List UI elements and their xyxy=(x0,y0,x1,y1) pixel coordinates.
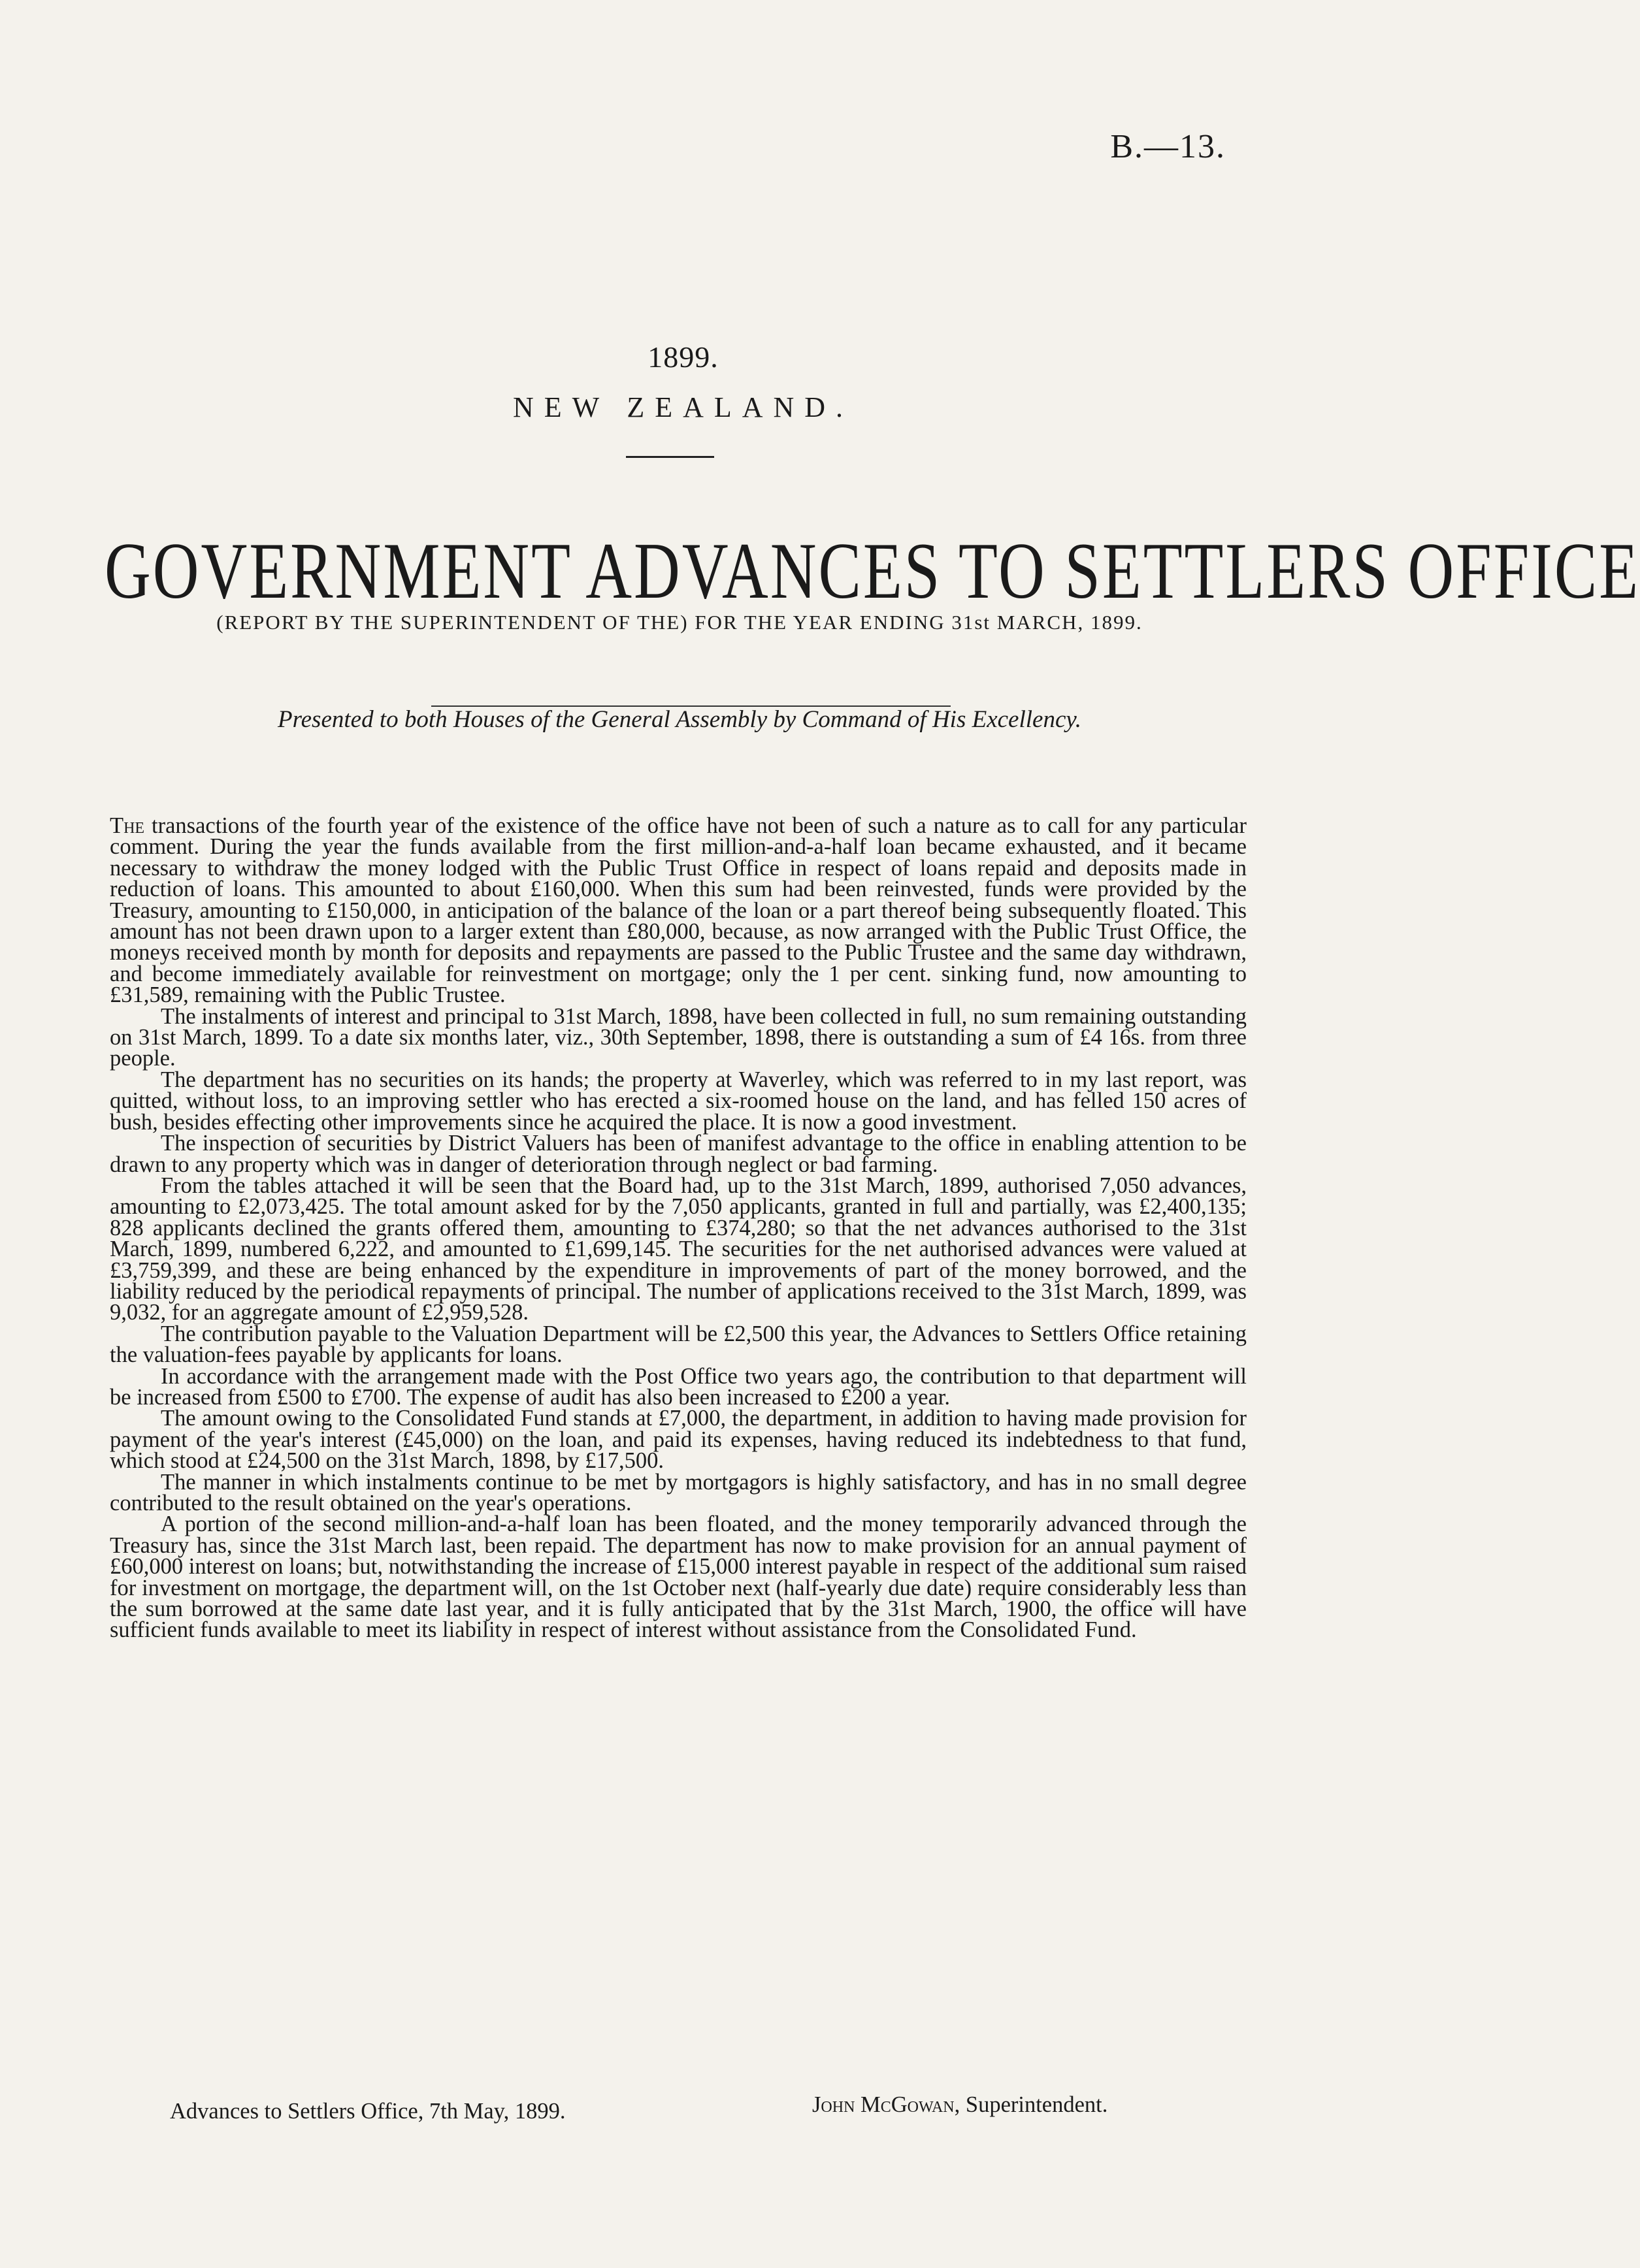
document-title: GOVERNMENT ADVANCES TO SETTLERS OFFICE xyxy=(105,527,1640,616)
paragraph-7: In accordance with the arrangement made with the Post Office two years ago, the contribution to that department will be increased from £500 to £700. The expense of audit has also been increased to £200 a year. xyxy=(110,1363,1247,1410)
page-identifier: B.—13. xyxy=(1110,128,1226,165)
paragraph-8: The amount owing to the Consolidated Fund stands at £7,000, the department, in addition to having made provision for payment of the year's interest (£45,000) on the loan, and paid its expenses, having reduced its indebtedness to that fund, which stood at £24,500 on the 31st March, 1898, by £17,500. xyxy=(110,1406,1247,1474)
paragraph-4: The inspection of securities by District Valuers has been of manifest advantage to the office in enabling attention to be drawn to any property which was in danger of deterioration through neglect or bad farming. xyxy=(110,1131,1247,1177)
document-subtitle: (REPORT BY THE SUPERINTENDENT OF THE) FOR THE YEAR ENDING 31st MARCH, 1899. xyxy=(216,611,1143,634)
paragraph-10: A portion of the second million-and-a-half loan has been floated, and the money temporarily advanced through the Treasury has, since the 31st March last, been repaid. The department has now to make provision for an annual payment of £60,000 interest on loans; but, notwithstanding the increase of £15,000 interest payable in respect of the additional sum raised for investment on mortgage, the department will, on the 1st October next (half-yearly due date) require considerably less than the sum borrowed at the same date last year, and it is fully anticipated that by the 31st March, 1900, the office will have sufficient funds available to meet its liability in respect of interest without assistance from the Consolidated Fund. xyxy=(110,1512,1247,1643)
paragraph-6: The contribution payable to the Valuation Department will be £2,500 this year, the Advances to Settlers Office retaining the valuation-fees payable by applicants for loans. xyxy=(110,1321,1247,1368)
presented-line: Presented to both Houses of the General Assembly by Command of His Excellency. xyxy=(278,706,1081,733)
paragraph-2: The instalments of interest and principal to 31st March, 1898, have been collected in full, no sum remaining outstanding on 31st March, 1899. To a date six months later, viz., 30th September, 1898, there is outstanding a sum of £4 16s. from three people. xyxy=(110,1003,1247,1071)
paragraph-9: The manner in which instalments continue to be met by mortgagors is highly satisfactory, and has in no small degree contributed to the result obtained on the year's operations. xyxy=(110,1469,1247,1515)
signatory xyxy=(812,2092,1107,2118)
report-body xyxy=(110,815,1247,1641)
paragraph-5: From the tables attached it will be seen that the Board had, up to the 31st March, 1899, authorised 7,050 advances, amounting to £2,073,425. The total amount asked for by the 7,050 applicants, granted in full and partially, was £2,400,135; 828 applicants declined the grants offered them, amounting to £374,280; so that the net advances authorised to the 31st March, 1899, numbered 6,222, and amounted to £1,699,145. The securities for the net authorised advances were valued at £3,759,399, and these are being enhanced by the expenditure in improvements of part of the money borrowed, and the liability reduced by the periodical repayments of principal. The number of applications received to the 31st March, 1899, was 9,032, for an aggregate amount of £2,959,528. xyxy=(110,1173,1247,1325)
document-year: 1899. xyxy=(648,340,719,374)
paragraph-1-lead: The xyxy=(110,813,145,838)
heading-divider xyxy=(626,456,714,458)
signatory-role: , Superintendent. xyxy=(954,2092,1108,2117)
country-heading: NEW ZEALAND. xyxy=(512,391,854,423)
paragraph-1-text: transactions of the fourth year of the existence of the office have not been of such a nature as to call for any particular comment. During the year the funds available from the first million-and-a-half loan became exhausted, and it became necessary to withdraw the money lodged with the Public Trust Office in respect of loans repaid and deposits made in reduction of loans. This amounted to about £160,000. When this sum had been reinvested, funds were provided by the Treasury, amounting to £150,000, in anticipation of the balance of the loan or a part thereof being subsequently floated. This amount has not been drawn upon to a larger extent than £80,000, because, as now arranged with the Public Trust Office, the moneys received month by month for deposits and repayments are passed to the Public Trustee and the same day withdrawn, and become immediately available for reinvestment on mortgage; only the 1 per cent. sinking fund, now amounting to £31,589, remaining with the Public Trustee. xyxy=(110,813,1247,1008)
paragraph-1 xyxy=(110,815,1247,1006)
place-and-date: Advances to Settlers Office, 7th May, 1899. xyxy=(170,2099,566,2124)
signatory-name: John McGowan xyxy=(812,2092,955,2117)
paragraph-3: The department has no securities on its hands; the property at Waverley, which was referred to in my last report, was quitted, without loss, to an improving settler who has erected a six-roomed house on the land, and has felled 150 acres of bush, besides effecting other improvements since he acquired the place. It is now a good investment. xyxy=(110,1067,1247,1135)
